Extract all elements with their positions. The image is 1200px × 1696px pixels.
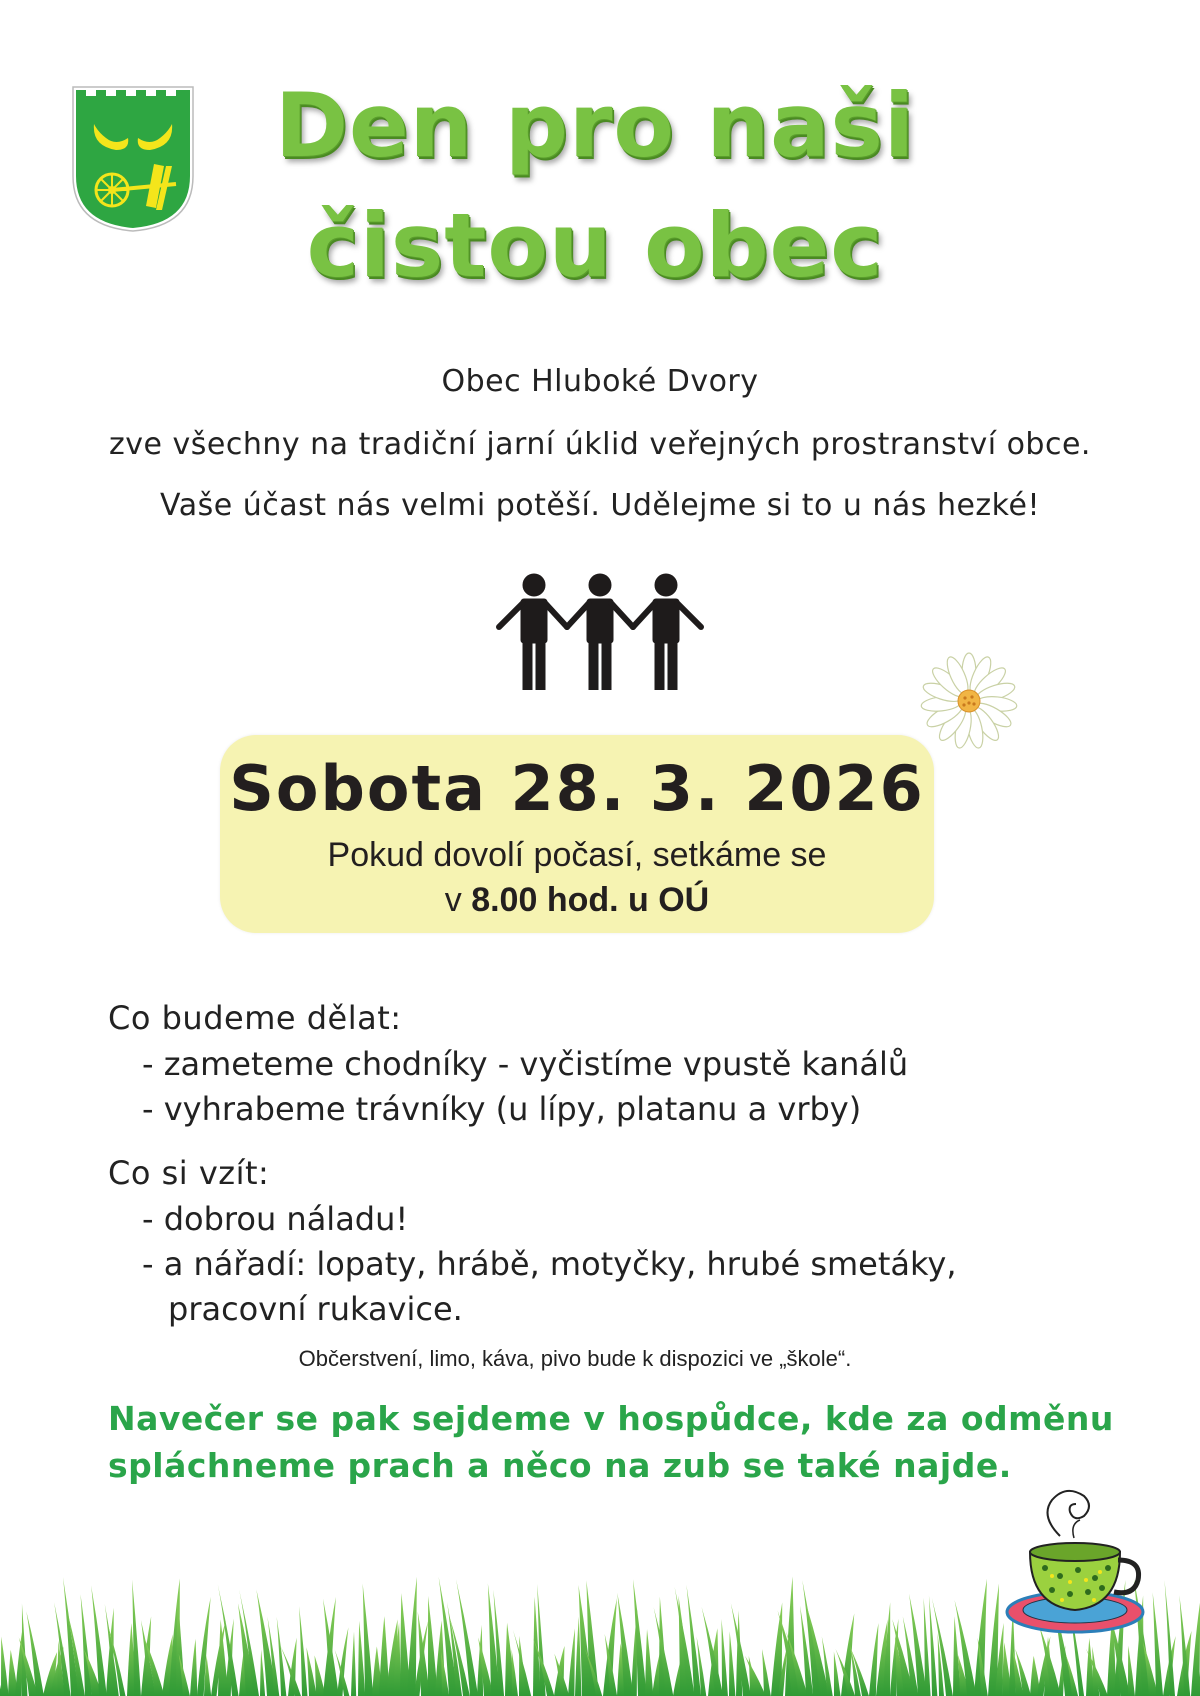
meeting-condition: Pokud dovolí počasí, setkáme se: [327, 836, 827, 874]
daisy-icon: [918, 651, 1020, 751]
activity-item: - zameteme chodníky - vyčistíme vpustě kanálů: [142, 1045, 909, 1083]
grass-blade: [869, 1623, 879, 1696]
event-date-box: [220, 735, 934, 933]
grass-blade: [190, 1639, 197, 1696]
grass-blade: [729, 1631, 735, 1696]
grass-blade: [568, 1628, 575, 1696]
grass-blade: [363, 1584, 374, 1696]
grass-blade: [512, 1649, 518, 1696]
grass-blade: [1, 1636, 9, 1696]
title-line-1: Den pro naši: [274, 74, 916, 177]
closing-line-2: spláchneme prach a něco na zub se také najde.: [108, 1446, 1012, 1485]
organizer-line: Obec Hluboké Dvory: [441, 364, 759, 399]
refreshments-note: Občerstvení, limo, káva, pivo bude k dispozici ve „škole“.: [298, 1346, 852, 1371]
bring-item-continuation: pracovní rukavice.: [168, 1290, 463, 1328]
grass-blade: [1128, 1646, 1135, 1696]
activity-item: - vyhrabeme trávníky (u lípy, platanu a vrby): [142, 1090, 862, 1128]
closing-line-1: Navečer se pak sejdeme v hospůdce, kde za odměnu: [108, 1399, 1114, 1438]
meeting-time: 8.00 hod. u OÚ: [471, 881, 710, 919]
people-holding-hands-icon: [494, 572, 706, 690]
event-date: Sobota 28. 3. 2026: [229, 752, 925, 825]
grass-blade: [929, 1595, 937, 1696]
grass-blade: [721, 1619, 727, 1696]
encouragement-line: Vaše účast nás velmi potěší. Udělejme si to u nás hezké!: [160, 488, 1040, 523]
grass-blade: [1191, 1600, 1200, 1696]
grass-blade: [762, 1649, 771, 1696]
meeting-time-place: [220, 878, 934, 922]
meeting-prefix: v: [444, 881, 472, 919]
bring-heading: Co si vzít:: [108, 1154, 270, 1192]
teacup-icon: [1000, 1476, 1150, 1646]
grass-blade: [645, 1629, 653, 1696]
title-line-2: čistou obec: [306, 194, 884, 297]
bring-item: - a nářadí: lopaty, hrábě, motyčky, hrubé smetáky,: [142, 1245, 957, 1283]
grass-blade: [299, 1606, 307, 1696]
grass-blade: [351, 1632, 356, 1696]
bring-item: - dobrou náladu!: [142, 1200, 409, 1238]
grass-blade: [407, 1577, 417, 1696]
invitation-line: zve všechny na tradiční jarní úklid veřejných prostranství obce.: [109, 427, 1091, 462]
activities-heading: Co budeme dělat:: [108, 999, 402, 1037]
